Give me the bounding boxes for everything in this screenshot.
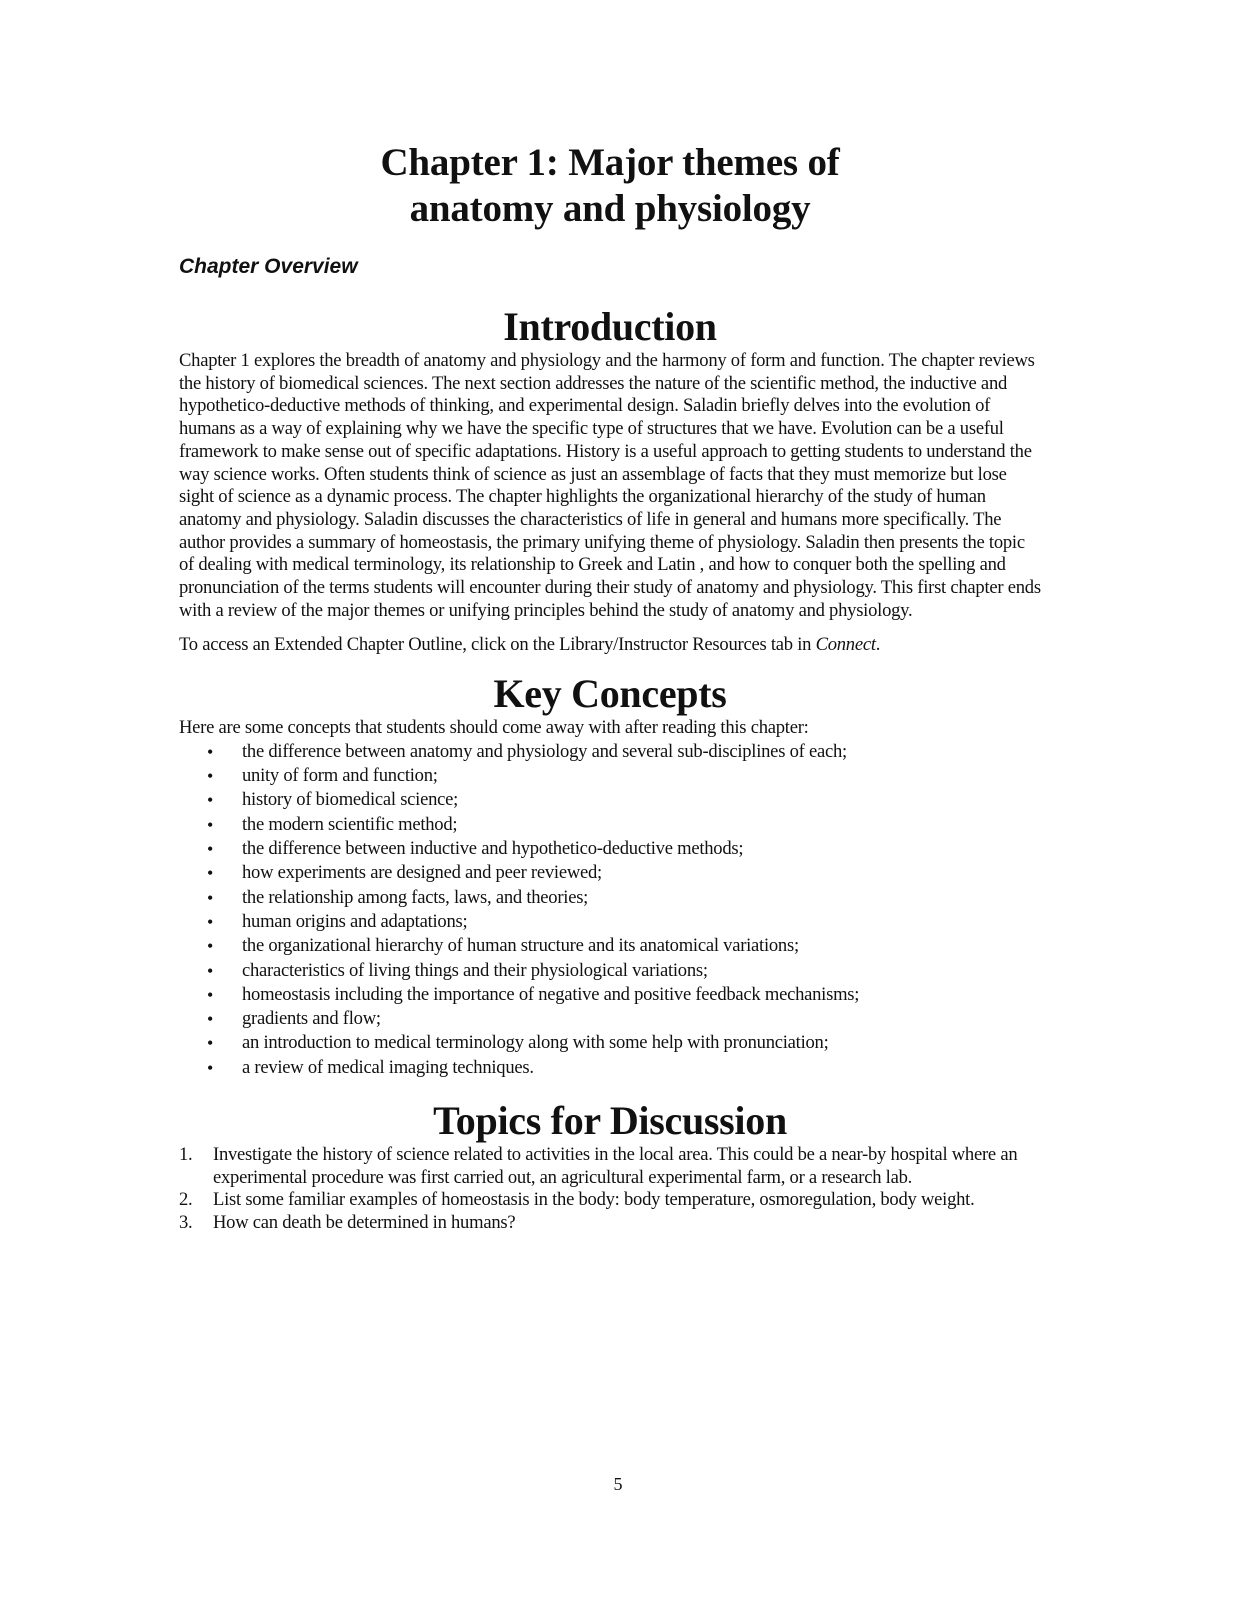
list-item bbox=[179, 861, 1041, 885]
bullet-icon: • bbox=[207, 960, 214, 981]
list-item-text: unity of form and function; bbox=[242, 765, 438, 787]
bullet-icon: • bbox=[207, 839, 214, 860]
bullet-icon: • bbox=[207, 863, 214, 884]
introduction-heading: Introduction bbox=[503, 304, 717, 349]
list-item bbox=[179, 886, 1041, 910]
key-concepts-heading: Key Concepts bbox=[493, 671, 727, 717]
chapter-overview-label: Chapter Overview bbox=[179, 255, 358, 278]
topic-item bbox=[179, 1189, 1041, 1212]
topics-list bbox=[179, 1144, 1041, 1235]
bullet-icon: • bbox=[207, 887, 214, 908]
list-item-text: characteristics of living things and their physiological variations; bbox=[242, 959, 708, 981]
page-number: 5 bbox=[613, 1474, 623, 1494]
topic-number: 1. bbox=[179, 1144, 193, 1165]
list-item-text: gradients and flow; bbox=[242, 1008, 381, 1030]
bullet-icon: • bbox=[207, 790, 214, 811]
topic-number: 2. bbox=[179, 1189, 193, 1211]
list-item bbox=[179, 837, 1041, 861]
bullet-icon: • bbox=[207, 766, 214, 787]
list-item bbox=[179, 1056, 1041, 1080]
list-item bbox=[179, 983, 1041, 1007]
list-item bbox=[179, 788, 1041, 812]
introduction-paragraph: Chapter 1 explores the breadth of anatomy and physiology and the harmony of form and function. The chapter reviews the history of biomedical sciences. The next section addresses the nature of the scientific method, the inductive and hypothetico-deductive methods of thinking, and experimental design. Saladin briefly delves into the evolution of humans as a way of explaining why we have the specific type of structures that we have. Evolution can be a useful framework to make sense out of specific adaptations. History is a useful approach to getting students to understand the way science works. Often students think of science as just an assemblage of facts that they must memorize but lose sight of science as a dynamic process. The chapter highlights the organizational hierarchy of the study of human anatomy and physiology. Saladin discusses the characteristics of life in general and humans more specifically. The author provides a summary of homeostasis, the primary unifying theme of physiology. Saladin then presents the topic of dealing with medical terminology, its relationship to Greek and Latin , and how to conquer both the spelling and pronunciation of the terms students will encounter during their study of anatomy and physiology. This first chapter ends with a review of the major themes or unifying principles behind the study of anatomy and physiology. bbox=[179, 350, 1041, 621]
list-item-text: an introduction to medical terminology along with some help with pronunciation; bbox=[242, 1032, 829, 1054]
topic-item bbox=[179, 1144, 1041, 1189]
bullet-icon: • bbox=[207, 814, 214, 835]
bullet-icon: • bbox=[207, 1009, 214, 1030]
list-item-text: the organizational hierarchy of human structure and its anatomical variations; bbox=[242, 935, 799, 957]
list-item bbox=[179, 959, 1041, 983]
topic-number: 3. bbox=[179, 1212, 193, 1234]
list-item bbox=[179, 1031, 1041, 1055]
access-text: To access an Extended Chapter Outline, click on the Library/Instructor Resources tab in bbox=[179, 634, 816, 656]
access-end: . bbox=[875, 634, 881, 656]
list-item-text: the difference between inductive and hypothetico-deductive methods; bbox=[242, 838, 744, 860]
list-item-text: a review of medical imaging techniques. bbox=[242, 1056, 534, 1078]
topic-text: How can death be determined in humans? bbox=[213, 1212, 516, 1234]
topic-item bbox=[179, 1212, 1041, 1235]
key-concepts-list bbox=[179, 740, 1041, 1080]
list-item-text: the modern scientific method; bbox=[242, 813, 458, 835]
page-content bbox=[179, 140, 1041, 1235]
access-paragraph bbox=[179, 634, 1041, 657]
list-item-text: homeostasis including the importance of negative and positive feedback mechanisms; bbox=[242, 983, 860, 1005]
topic-text: Investigate the history of science related to activities in the local area. This could be a near-by hospital where an experimental procedure was first carried out, an agricultural experimental farm, or a research lab. bbox=[213, 1144, 1018, 1188]
bullet-icon: • bbox=[207, 911, 214, 932]
chapter-title-line1: Chapter 1: Major themes of bbox=[380, 141, 840, 184]
list-item bbox=[179, 910, 1041, 934]
bullet-icon: • bbox=[207, 741, 214, 762]
bullet-icon: • bbox=[207, 1057, 214, 1078]
topic-text: List some familiar examples of homeostasis in the body: body temperature, osmoregulation, body weight. bbox=[213, 1189, 975, 1211]
list-item bbox=[179, 740, 1041, 764]
bullet-icon: • bbox=[207, 984, 214, 1005]
connect-emphasis: Connect bbox=[815, 634, 876, 656]
key-concepts-intro: Here are some concepts that students should come away with after reading this chapter: bbox=[179, 717, 809, 739]
list-item-text: human origins and adaptations; bbox=[242, 910, 468, 932]
list-item-text: how experiments are designed and peer reviewed; bbox=[242, 862, 602, 884]
list-item-text: history of biomedical science; bbox=[242, 789, 459, 811]
bullet-icon: • bbox=[207, 936, 214, 957]
topics-heading: Topics for Discussion bbox=[433, 1098, 787, 1143]
list-item bbox=[179, 764, 1041, 788]
list-item-text: the difference between anatomy and physiology and several sub-disciplines of each; bbox=[242, 740, 847, 762]
bullet-icon: • bbox=[207, 1033, 214, 1054]
chapter-title bbox=[179, 140, 1041, 232]
chapter-title-line2: anatomy and physiology bbox=[409, 187, 811, 230]
list-item-text: the relationship among facts, laws, and theories; bbox=[242, 886, 589, 908]
list-item bbox=[179, 934, 1041, 958]
list-item bbox=[179, 813, 1041, 837]
list-item bbox=[179, 1007, 1041, 1031]
